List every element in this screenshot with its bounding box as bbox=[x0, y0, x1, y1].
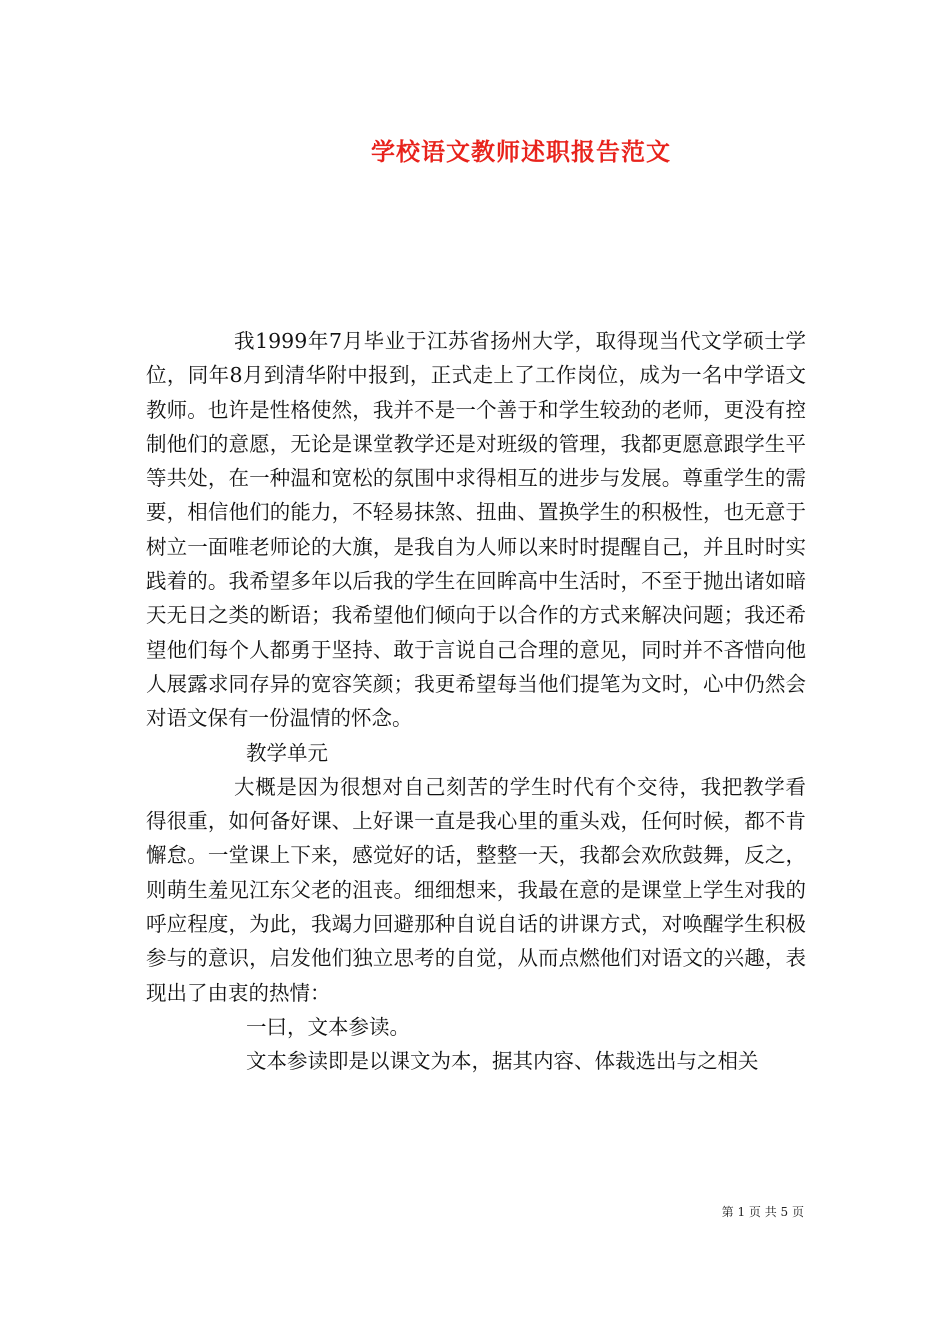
page-number-footer: 第 1 页 共 5 页 bbox=[721, 1205, 804, 1219]
section-heading-teaching-unit: 教学单元 bbox=[246, 740, 328, 765]
document-title: 学校语文教师述职报告范文 bbox=[371, 137, 671, 166]
document-body bbox=[146, 324, 806, 1079]
paragraph-teaching: 大概是因为很想对自己刻苦的学生时代有个交待，我把教学看得很重，如何备好课、上好课一直是我心里的重头戏，任何时候，都不肯懈怠。一堂课上下来，感觉好的话，整整一天，我都会欢欣鼓舞，反之，则萌生羞见江东父老的沮丧。细细想来，我最在意的是课堂上学生对我的呼应程度，为此，我竭力回避那种自说自话的讲课方式，对唤醒学生积极参与的意识，启发他们独立思考的自觉，从而点燃他们对语文的兴趣，表现出了由衷的热情： bbox=[146, 774, 806, 1005]
subheading-text-reading: 一曰，文本参读。 bbox=[246, 1014, 410, 1039]
paragraph-intro: 我1999年7月毕业于江苏省扬州大学，取得现当代文学硕士学位，同年8月到清华附中报到，正式走上了工作岗位，成为一名中学语文教师。也许是性格使然，我并不是一个善于和学生较劲的老师，更没有控制他们的意愿，无论是课堂教学还是对班级的管理，我都更愿意跟学生平等共处，在一种温和宽松的氛围中求得相互的进步与发展。尊重学生的需要，相信他们的能力，不轻易抹煞、扭曲、置换学生的积极性，也无意于树立一面唯老师论的大旗，是我自为人师以来时时提醒自己，并且时时实践着的。我希望多年以后我的学生在回眸高中生活时，不至于抛出诸如暗天无日之类的断语；我希望他们倾向于以合作的方式来解决问题；我还希望他们每个人都勇于坚持、敢于言说自己合理的意见，同时并不吝惜向他人展露求同存异的宽容笑颜；我更希望每当他们提笔为文时，心中仍然会对语文保有一份温情的怀念。 bbox=[146, 329, 806, 731]
paragraph-text-reading: 文本参读即是以课文为本，据其内容、体裁选出与之相关 bbox=[246, 1049, 759, 1074]
